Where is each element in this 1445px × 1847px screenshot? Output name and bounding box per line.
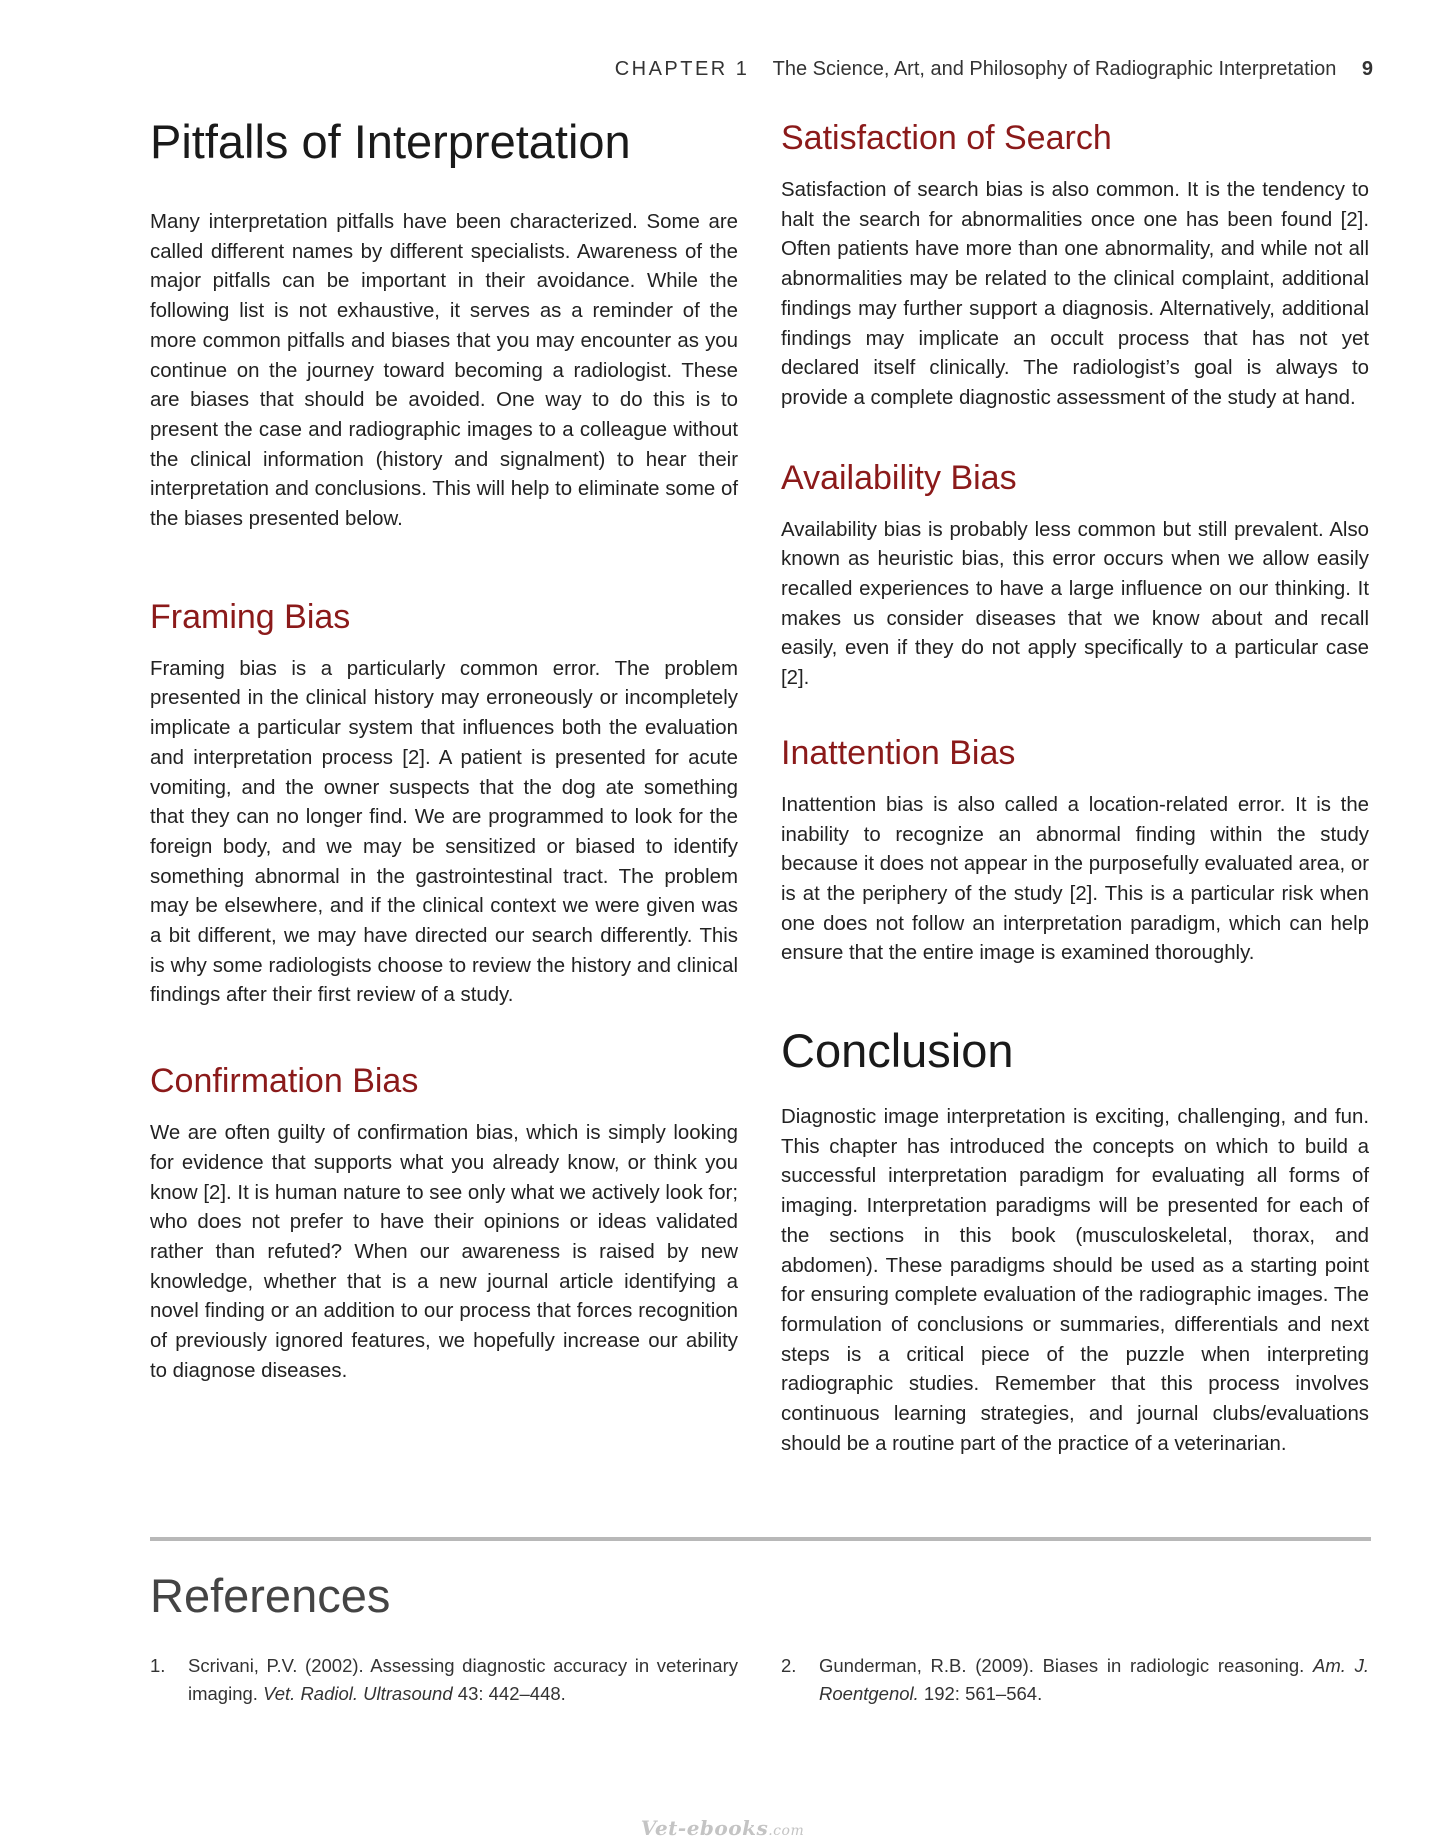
- subheading-satisfaction-of-search: Satisfaction of Search: [781, 119, 1112, 157]
- chapter-title: The Science, Art, and Philosophy of Radiographic Interpretation: [772, 58, 1337, 80]
- confirmation-bias-paragraph: We are often guilty of confirmation bias, which is simply looking for evidence that supports what you already know, or think you know [2]. It is human nature to see only what we actively look for; who does not prefer to have their opinions or ideas validated rather than refuted? When our awareness is raised by new knowledge, whether that is a new journal article identifying a novel finding or an addition to our process that forces recognition of previously ignored features, we hopefully increase our ability to diagnose diseases.: [150, 1122, 738, 1382]
- page-number: 9: [1361, 58, 1373, 80]
- reference-journal: Vet. Radiol. Ultrasound: [263, 1682, 453, 1704]
- reference-number: 2.: [781, 1655, 797, 1676]
- subheading-confirmation-bias: Confirmation Bias: [150, 1062, 419, 1101]
- reference-item: [150, 1652, 738, 1707]
- pitfalls-paragraph: Many interpretation pitfalls have been characterized. Some are called different names by different specialists. Awareness of the major pitfalls can be important in their avoidance. While the following list is not exhaustive, it serves as a reminder of the more common pitfalls and biases that you may encounter as you continue on the journey toward becoming a radiologist. These are biases that should be avoided. One way to do this is to present the case and radiographic images to a colleague without the clinical information (history and signalment) to hear their interpretation and conclusions. This will help to eliminate some of the biases presented below.: [150, 211, 738, 531]
- section-heading-pitfalls: Pitfalls of Interpretation: [150, 115, 631, 168]
- subheading-inattention-bias: Inattention Bias: [781, 733, 1016, 772]
- section-heading-conclusion: Conclusion: [781, 1024, 1014, 1078]
- framing-bias-paragraph: Framing bias is a particularly common error. The problem presented in the clinical history may erroneously or incompletely implicate a particular system that influences both the evaluation and interpretation process [2]. A patient is presented for acute vomiting, and the owner suspects that the dog ate something that they can no longer find. We are programmed to look for the foreign body, and we may be sensitized or biased to identify something abnormal in the gastrointestinal tract. The problem may be elsewhere, and if the clinical context we were given was a bit different, we may have directed our search differently. This is why some radiologists choose to review the history and clinical findings after their first review of a study.: [150, 657, 738, 1007]
- references-divider: [150, 1537, 1371, 1541]
- reference-item: [781, 1652, 1369, 1707]
- satisfaction-of-search-paragraph: Satisfaction of search bias is also common. It is the tendency to halt the search for abnormalities once one has been found [2]. Often patients have more than one abnormality, and while not all abnormalities may be related to the clinical complaint, additional findings may further support a diagnosis. Alternatively, additional findings may implicate an occult process that has not yet declared itself clinically. The radiologist’s goal is always to provide a complete diagnostic assessment of the study at hand.: [781, 179, 1369, 409]
- watermark-logo: Vet-ebooks.com: [640, 1816, 805, 1840]
- subheading-availability-bias: Availability Bias: [781, 458, 1017, 497]
- reference-text: Scrivani, P.V. (2002). Assessing diagnostic accuracy in veterinary imaging. Vet. Radiol. Ultrasound 43: 442–448.: [188, 1655, 738, 1704]
- reference-journal: Am. J. Roentgenol.: [819, 1655, 1370, 1704]
- inattention-bias-paragraph: Inattention bias is also called a location-related error. It is the inability to recognize an abnormal finding within the study because it does not appear in the purposefully evaluated area, or is at the periphery of the study [2]. This is a particular risk when one does not follow an interpretation paradigm, which can help ensure that the entire image is examined thoroughly.: [781, 793, 1369, 965]
- reference-text: Gunderman, R.B. (2009). Biases in radiologic reasoning. Am. J. Roentgenol. 192: 561–564.: [819, 1655, 1370, 1704]
- reference-number: 1.: [150, 1655, 166, 1676]
- right-column: [781, 118, 1369, 1460]
- subheading-framing-bias: Framing Bias: [150, 597, 351, 636]
- availability-bias-paragraph: Availability bias is probably less common but still prevalent. Also known as heuristic bias, this error occurs when we allow easily recalled experiences to have a large influence on our thinking. It makes us consider diseases that we know about and recall easily, even if they do not apply specifically to a particular case [2].: [781, 518, 1369, 690]
- chapter-label: CHAPTER 1: [614, 58, 750, 80]
- left-column: [150, 112, 738, 1387]
- references-heading: References: [150, 1569, 391, 1622]
- conclusion-paragraph: Diagnostic image interpretation is exciting, challenging, and fun. This chapter has introduced the concepts on which to build a successful interpretation paradigm for evaluating all forms of imaging. Interpretation paradigms will be presented for each of the sections in this book (musculoskeletal, thorax, and abdomen). These paradigms should be used as a starting point for ensuring complete evaluation of the radiographic images. The formulation of conclusions or summaries, differentials and next steps is a critical piece of the puzzle when interpreting radiographic studies. Remember that this process involves continuous learning strategies, and journal clubs/evaluations should be a routine part of the practice of a veterinarian.: [781, 1106, 1369, 1455]
- running-header: [615, 58, 1373, 81]
